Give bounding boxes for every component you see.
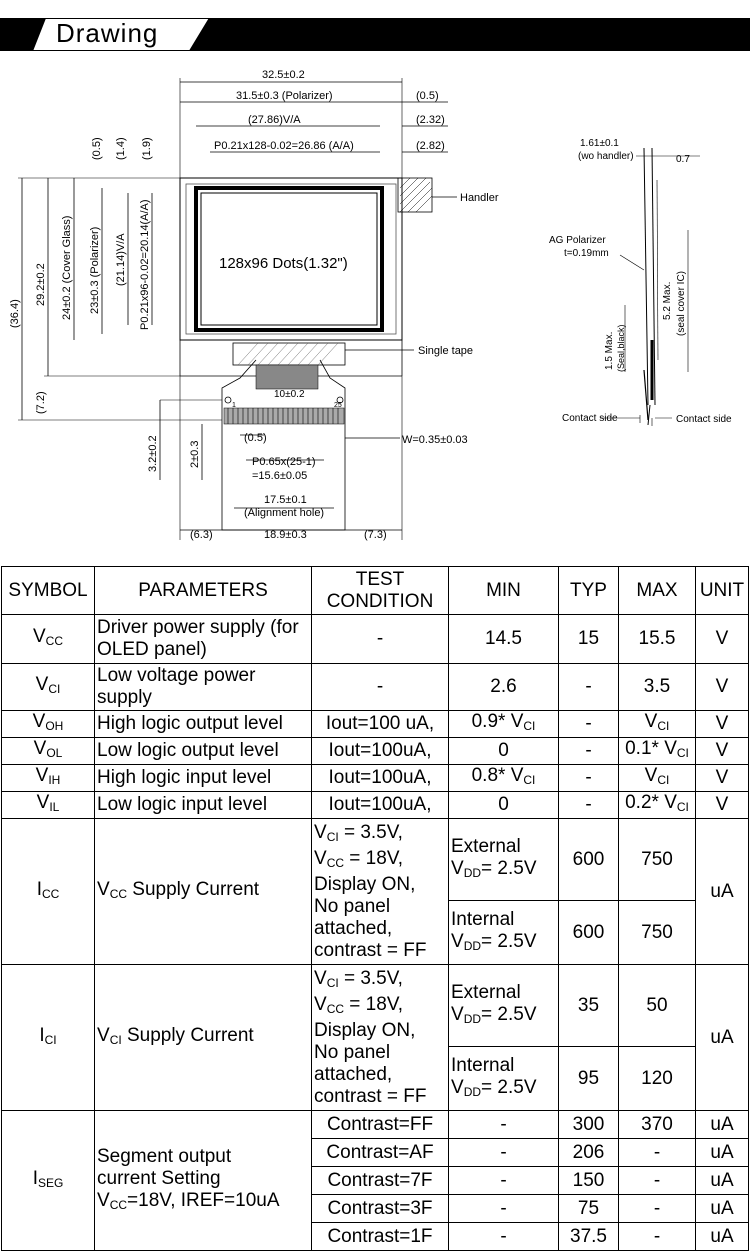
max-iseg: -: [619, 1139, 696, 1167]
cond-vcc: -: [312, 615, 449, 664]
table-row-vol: [2, 738, 749, 765]
pin-1-label: 1: [232, 402, 236, 409]
param-ici: $V_{CI}$ Supply Current: [95, 965, 312, 1111]
min-vcc: 14.5: [449, 615, 559, 664]
ag-polarizer-label: AG Polarizer: [549, 235, 606, 246]
unit-iseg: uA: [696, 1195, 749, 1223]
table-row-vcc: [2, 615, 749, 664]
symbol-iseg: $I_{SEG}$: [2, 1111, 95, 1251]
cond-ici: $V_{CI} = 3.5V$, $V_{CC} = 18V$, Display ON, No panel attached, contrast = FF: [312, 965, 449, 1111]
dim-va-width: (27.86)V/A: [248, 114, 301, 126]
cond-vci: -: [312, 664, 449, 711]
typ-vcc: 15: [559, 615, 619, 664]
dim-align-1: 17.5±0.1: [264, 494, 307, 506]
max-iseg: 370: [619, 1111, 696, 1139]
max52-label: 5.2 Max.: [662, 281, 673, 320]
thickness-note: (wo handler): [578, 151, 634, 162]
param-vol: Low logic output level: [95, 738, 312, 765]
max-ici-external: 50: [619, 965, 696, 1047]
unit-ici: uA: [696, 965, 749, 1111]
min-vil: 0: [449, 792, 559, 819]
header-test-condition: TEST CONDITION: [312, 567, 449, 615]
unit-iseg: uA: [696, 1111, 749, 1139]
max-icc-external: 750: [619, 819, 696, 901]
cond-iseg: Contrast=1F: [312, 1223, 449, 1251]
min-iseg: -: [449, 1167, 559, 1195]
ag-polarizer-thickness: t=0.19mm: [564, 248, 609, 259]
max-vci: 3.5: [619, 664, 696, 711]
header-max: MAX: [619, 567, 696, 615]
thickness-07: 0.7: [676, 154, 690, 165]
max-iseg: -: [619, 1167, 696, 1195]
symbol-vcc: $V_{CC}$: [2, 615, 95, 664]
cond-iseg: Contrast=7F: [312, 1167, 449, 1195]
dim-pitch-2: =15.6±0.05: [252, 470, 308, 482]
symbol-ici: $I_{CI}$: [2, 965, 95, 1111]
dim-height-cover: 24±0.2 (Cover Glass): [61, 215, 73, 320]
unit-iseg: uA: [696, 1167, 749, 1195]
max-vcc: 15.5: [619, 615, 696, 664]
symbol-voh: $V_{OH}$: [2, 711, 95, 738]
max52-note: (seal cover IC): [676, 270, 687, 336]
unit-icc: uA: [696, 819, 749, 965]
pin-25-label: 25: [334, 402, 342, 409]
header-typ: TYP: [559, 567, 619, 615]
cond-iseg: Contrast=FF: [312, 1111, 449, 1139]
min-ici-external: External $V_{DD}= 2.5V$: [449, 965, 559, 1047]
typ-vih: -: [559, 765, 619, 792]
max-iseg: -: [619, 1223, 696, 1251]
unit-iseg: uA: [696, 1139, 749, 1167]
header-unit: UNIT: [696, 567, 749, 615]
page-title: Drawing: [56, 18, 159, 48]
dim-pitch-1: P0.65x(25-1): [252, 456, 316, 468]
dim-height-72: (7.2): [35, 391, 47, 414]
typ-icc-internal: 600: [559, 901, 619, 965]
symbol-vih: $V_{IH}$: [2, 765, 95, 792]
dim-top-14: (1.4): [115, 137, 127, 160]
cond-icc: $V_{CI} = 3.5V$, $V_{CC} = 18V$, Display ON, No panel attached, contrast = FF: [312, 819, 449, 965]
display-label: 128x96 Dots(1.32"): [219, 255, 348, 272]
param-vci: Low voltage power supply: [95, 664, 312, 711]
dim-top-05: (0.5): [91, 137, 103, 160]
param-vil: Low logic input level: [95, 792, 312, 819]
table-header-row: [2, 567, 749, 615]
typ-iseg: 206: [559, 1139, 619, 1167]
table-row-iseg: [2, 1111, 749, 1139]
min-iseg: -: [449, 1223, 559, 1251]
max-vol: 0.1* $V_{CI}$: [619, 738, 696, 765]
dim-align-2: (Alignment hole): [244, 507, 325, 519]
unit-vcc: V: [696, 615, 749, 664]
typ-vci: -: [559, 664, 619, 711]
unit-vci: V: [696, 664, 749, 711]
max15-note: (Seal,black): [616, 324, 626, 372]
symbol-vci: $V_{CI}$: [2, 664, 95, 711]
dim-aa-width: P0.21x128-0.02=26.86 (A/A): [214, 140, 354, 152]
cond-voh: Iout=100 uA,: [312, 711, 449, 738]
handler-label: Handler: [460, 192, 499, 204]
mechanical-drawing: [0, 60, 750, 550]
max15-label: 1.5 Max.: [604, 331, 615, 370]
param-voh: High logic output level: [95, 711, 312, 738]
max-ici-internal: 120: [619, 1047, 696, 1111]
thickness-label: 1.61±0.1: [580, 138, 619, 149]
min-vol: 0: [449, 738, 559, 765]
min-iseg: -: [449, 1195, 559, 1223]
max-iseg: -: [619, 1195, 696, 1223]
table-row-vih: [2, 765, 749, 792]
dim-polarizer-width: 31.5±0.3 (Polarizer): [236, 90, 333, 102]
dim-right-05: (0.5): [416, 90, 439, 102]
unit-vih: V: [696, 765, 749, 792]
electrical-characteristics-table: [1, 566, 749, 1251]
typ-iseg: 37.5: [559, 1223, 619, 1251]
dim-fpc-width: 10±0.2: [274, 389, 305, 400]
unit-vol: V: [696, 738, 749, 765]
min-ici-internal: Internal $V_{DD}= 2.5V$: [449, 1047, 559, 1111]
dim-bottom-73: (7.3): [364, 529, 387, 541]
typ-voh: -: [559, 711, 619, 738]
unit-iseg: uA: [696, 1223, 749, 1251]
min-iseg: -: [449, 1139, 559, 1167]
table-row-icc-external: [2, 819, 749, 901]
cond-vih: Iout=100uA,: [312, 765, 449, 792]
dim-bottom-63: (6.3): [190, 529, 213, 541]
typ-ici-external: 35: [559, 965, 619, 1047]
dim-height-32: 3.2±0.2: [147, 435, 159, 472]
max-icc-internal: 750: [619, 901, 696, 965]
min-iseg: -: [449, 1111, 559, 1139]
dim-pad-width: W=0.35±0.03: [402, 434, 468, 446]
header-parameters: PARAMETERS: [95, 567, 312, 615]
typ-iseg: 75: [559, 1195, 619, 1223]
max-vil: 0.2* $V_{CI}$: [619, 792, 696, 819]
dim-height-292: 29.2±0.2: [35, 263, 47, 306]
table-row-ici-external: [2, 965, 749, 1047]
symbol-vil: $V_{IL}$: [2, 792, 95, 819]
typ-vol: -: [559, 738, 619, 765]
dim-right-232: (2.32): [416, 114, 445, 126]
header-min: MIN: [449, 567, 559, 615]
table-row-voh: [2, 711, 749, 738]
cond-vol: Iout=100uA,: [312, 738, 449, 765]
header-symbol: SYMBOL: [2, 567, 95, 615]
dim-bottom-189: 18.9±0.3: [264, 529, 307, 541]
typ-iseg: 150: [559, 1167, 619, 1195]
cond-vil: Iout=100uA,: [312, 792, 449, 819]
typ-vil: -: [559, 792, 619, 819]
unit-vil: V: [696, 792, 749, 819]
cond-iseg: Contrast=AF: [312, 1139, 449, 1167]
contact-side-left: Contact side: [562, 413, 618, 424]
param-icc: $V_{CC}$ Supply Current: [95, 819, 312, 965]
dim-top-19: (1.9): [141, 137, 153, 160]
cond-iseg: Contrast=3F: [312, 1195, 449, 1223]
dim-height-polarizer: 23±0.3 (Polarizer): [89, 226, 101, 314]
param-vih: High logic input level: [95, 765, 312, 792]
typ-iseg: 300: [559, 1111, 619, 1139]
symbol-vol: $V_{OL}$: [2, 738, 95, 765]
typ-ici-internal: 95: [559, 1047, 619, 1111]
symbol-icc: $I_{CC}$: [2, 819, 95, 965]
dim-pad-05: (0.5): [244, 432, 267, 444]
dim-height-2: 2±0.3: [189, 440, 201, 468]
dim-height-aa: P0.21x96-0.02=20.14(A/A): [139, 199, 151, 330]
max-vih: $V_{CI}$: [619, 765, 696, 792]
param-iseg: Segment output current Setting $V_{CC}=18V$, IREF=10uA: [95, 1111, 312, 1251]
typ-icc-external: 600: [559, 819, 619, 901]
dim-right-282: (2.82): [416, 140, 445, 152]
unit-voh: V: [696, 711, 749, 738]
min-voh: 0.9* $V_{CI}$: [449, 711, 559, 738]
min-vih: 0.8* $V_{CI}$: [449, 765, 559, 792]
handler-box: [398, 178, 432, 212]
min-vci: 2.6: [449, 664, 559, 711]
dim-height-va: (21.14)V/A: [115, 233, 127, 286]
single-tape-label: Single tape: [418, 345, 474, 357]
dim-height-364: (36.4): [9, 299, 21, 328]
min-icc-internal: Internal $V_{DD}= 2.5V$: [449, 901, 559, 965]
min-icc-external: External $V_{DD}= 2.5V$: [449, 819, 559, 901]
max-voh: $V_{CI}$: [619, 711, 696, 738]
contact-side-right: Contact side: [676, 414, 732, 425]
dim-overall-width: 32.5±0.2: [262, 69, 305, 81]
table-row-vci: [2, 664, 749, 711]
table-row-vil: [2, 792, 749, 819]
param-vcc: Driver power supply (for OLED panel): [95, 615, 312, 664]
